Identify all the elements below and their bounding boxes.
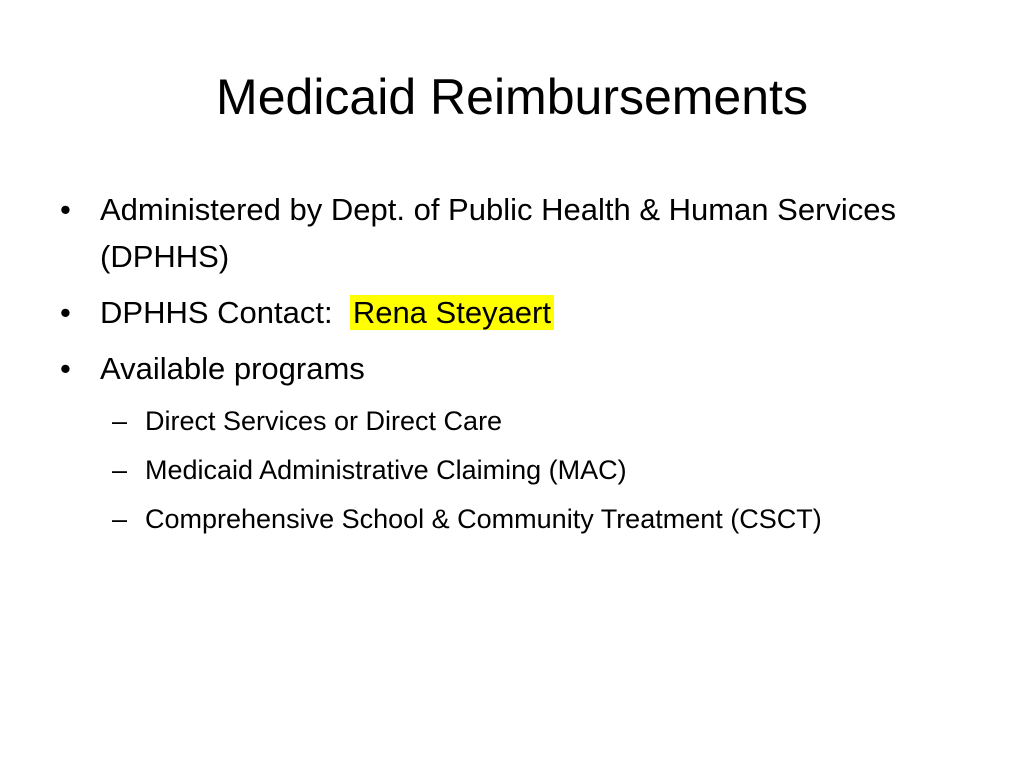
contact-name-highlight: Rena Steyaert (350, 295, 554, 330)
slide-title: Medicaid Reimbursements (216, 69, 808, 125)
sub-bullet-mac (60, 450, 960, 490)
sub-bullet-marker: – (112, 504, 128, 534)
sub-bullet-direct-services (60, 401, 960, 441)
contact-label: DPHHS Contact: (100, 295, 350, 330)
bullet-item-contact (60, 289, 960, 336)
bullet-text: Administered by Dept. of Public Health & Human Services (DPHHS) (100, 192, 897, 274)
sub-bullet-text: Direct Services or Direct Care (145, 406, 503, 436)
bullet-marker: • (60, 351, 71, 386)
sub-bullet-marker: – (112, 455, 128, 485)
bullet-marker: • (60, 295, 71, 330)
sub-bullet-text: Medicaid Administrative Claiming (MAC) (145, 455, 627, 485)
sub-bullet-marker: – (112, 406, 128, 436)
bullet-item-programs (60, 345, 960, 392)
sub-bullet-text: Comprehensive School & Community Treatment (CSCT) (145, 504, 822, 534)
sub-bullet-csct (60, 499, 960, 539)
bullet-marker: • (60, 192, 71, 227)
bullet-item-administered (60, 186, 960, 280)
slide-body (60, 186, 960, 548)
bullet-text: Available programs (100, 351, 365, 386)
